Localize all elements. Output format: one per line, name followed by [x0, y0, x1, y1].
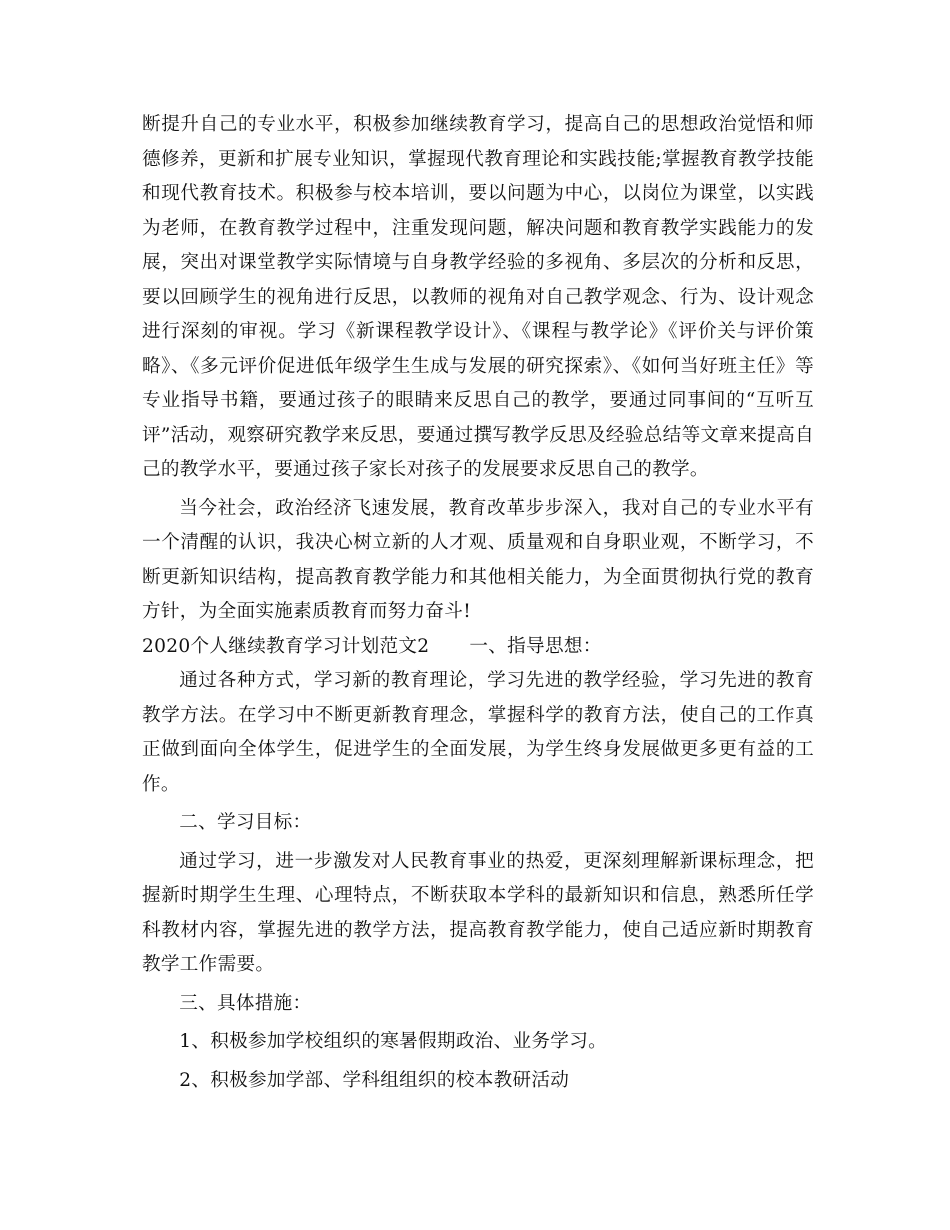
section-title-learning-goals: 二、学习目标：	[179, 812, 312, 833]
section-heading-line	[142, 630, 814, 665]
document-title: 2020个人继续教育学习计划范文2	[142, 635, 430, 657]
paragraph-learning-goals: 通过学习，进一步激发对人民教育事业的热爱，更深刻理解新课标理念，把握新时期学生生理、心理特点，不断获取本学科的最新知识和信息，熟悉所任学科教材内容，掌握先进的教学方法，提高教育教学能力，使自己适应新时期教育教学工作需要。	[142, 850, 814, 975]
section-title-guiding-thought: 一、指导思想：	[469, 635, 602, 657]
section-title-measures: 三、具体措施：	[179, 992, 312, 1014]
measure-item-2: 2、积极参加学部、学科组组织的校本教研活动	[179, 1069, 570, 1091]
measure-item-1: 1、积极参加学校组织的寒暑假期政治、业务学习。	[179, 1031, 607, 1052]
paragraph-continuation: 断提升自己的专业水平，积极参加继续教育学习，提高自己的思想政治觉悟和师德修养，更新和扩展专业知识，掌握现代教育理论和实践技能;掌握教育教学技能和现代教育技术。积极参与校本培训，要以问题为中心，以岗位为课堂，以实践为老师，在教育教学过程中，注重发现问题，解决问题和教育教学实践能力的发展，突出对课堂教学实际情境与自身教学经验的多视角、多层次的分析和反思，要以回顾学生的视角进行反思，以教师的视角对自己教学观念、行为、设计观念进行深刻的审视。学习《新课程教学设计》、《课程与教学论》《评价关与评价策略》、《多元评价促进低年级学生生成与发展的研究探索》、《如何当好班主任》等专业指导书籍，要通过孩子的眼睛来反思自己的教学，要通过同事间的“互听互评”活动，观察研究教学来反思，要通过撰写教学反思及经验总结等文章来提高自己的教学水平，要通过孩子家长对孩子的发展要求反思自己的教学。	[142, 114, 814, 480]
paragraph-conclusion: 当今社会，政治经济飞速发展，教育改革步步深入，我对自己的专业水平有一个清醒的认识，我决心树立新的人才观、质量观和自身职业观，不断学习，不断更新知识结构，提高教育教学能力和其他相关能力，为全面贯彻执行党的教育方针，为全面实施素质教育而努力奋斗!	[142, 497, 814, 622]
document-body	[142, 108, 814, 1098]
paragraph-guiding-thought: 通过各种方式，学习新的教育理论，学习先进的教学经验，学习先进的教育教学方法。在学习中不断更新教育理念，掌握科学的教育方法，使自己的工作真正做到面向全体学生，促进学生的全面发展，为学生终身发展做更多更有益的工作。	[142, 670, 814, 795]
